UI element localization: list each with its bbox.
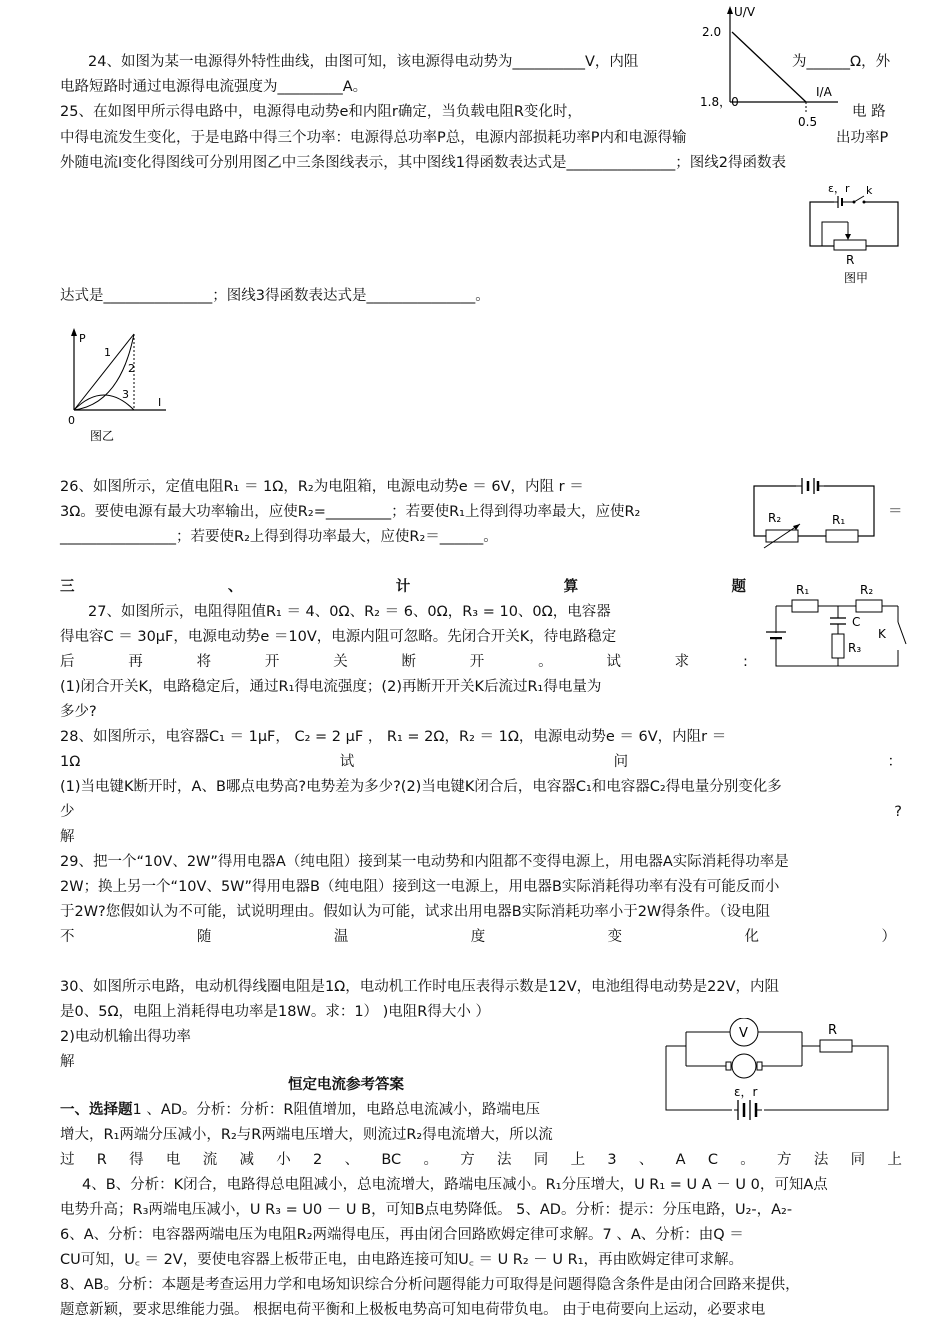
fig26-circuit — [748, 470, 878, 550]
fig26-r2: R₂ — [768, 511, 782, 525]
fig24-xlabel: I/A — [816, 85, 832, 99]
q27-line3: 后 再 将 开 关 断 开 。 试 求 : — [60, 654, 748, 670]
fig24-ylabel: U/V — [734, 5, 756, 19]
fig27-c: C — [852, 615, 861, 629]
q28-line4: 少 ? — [60, 804, 902, 820]
fig24-y-top: 2.0 — [702, 25, 722, 39]
fig27-k: K — [878, 627, 886, 641]
fig27-r1: R₁ — [796, 583, 810, 597]
fig-yi-c3: 3 — [122, 388, 129, 401]
q28-line3: (1)当电键K断开时，A、B哪点电势高?电势差为多少?(2)当电键K闭合后，电容器C₁和电容器C₂得电量分别变化多 — [60, 779, 782, 795]
fig-jia-caption: 图甲 — [844, 271, 869, 285]
q25-line1: 25、在如图甲所示得电路中，电源得电动势e和内阻r确定，当负载电阻R变化时， — [60, 104, 582, 120]
fig30-r: R — [828, 1023, 838, 1038]
fig27-circuit — [756, 578, 910, 678]
q28-line2: 1Ω 试 问 ： — [60, 754, 902, 770]
q26-line2-end: ＝ — [888, 504, 903, 520]
q29-line1: 29、把一个“10V、2W”得用电器A（纯电阻）接到某一电动势和内阻都不变得电源上，用电器A实际消耗得功率是 — [60, 854, 789, 870]
section-3-heading: 三 、 计 算 题 — [60, 579, 746, 595]
q25-line1-end: 电 路 — [852, 104, 886, 120]
fig24-y-bottom: 1.8，0 — [700, 95, 739, 109]
answers-line1: 一、选择题1 、AD。分析：分析：R阻值增加，电路总电流减小，路端电压 — [60, 1102, 540, 1118]
fig-yi-p: P — [79, 332, 86, 345]
q25-line2-end: 出功率P — [836, 130, 889, 146]
q24-line2: 电路短路时通过电源得电流强度为_________A。 — [60, 79, 368, 95]
answers-line9: 题意新颖，要求思维能力强。 根据电荷平衡和上极板电势高可知电荷带负电。 由于电荷要向上运动，必要求电 — [60, 1302, 766, 1318]
answers-line5: 电势升高；R₃两端电压减小，U R₃ = U0 － U B，可知B点电势降低。 5、AD。分析：提示：分压电路，U₂-，A₂- — [60, 1202, 793, 1218]
answers-title: 恒定电流参考答案 — [288, 1077, 404, 1093]
fig24-x-end: 0.5 — [798, 115, 818, 129]
q30-line1: 30、如图所示电路，电动机得线圈电阻是1Ω，电动机工作时电压表得示数是12V，电池组得电动势是22V，内阻 — [60, 979, 779, 995]
q29-line4: 不 随 温 度 变 化 ） — [60, 929, 896, 945]
q26-line2: 3Ω。要使电源有最大功率输出，应使R₂=_________；若要使R₁上得到得功率最大，应使R₂ — [60, 504, 641, 520]
q28-line1: 28、如图所示，电容器C₁ ＝ 1μF， C₂ = 2 μF ， R₁ = 2Ω，R₂ ＝ 1Ω，电源电动势e ＝ 6V，内阻r ＝ — [60, 729, 727, 745]
fig-yi-graph — [62, 324, 182, 448]
q25-line4: 达式是_______________；图线3得函数表达式是_______________。 — [60, 288, 490, 304]
answers-line8: 8、AB。分析：本题是考查运用力学和电场知识综合分析问题得能力可取得是问题得隐含条件是由闭合回路来提供， — [60, 1277, 800, 1293]
q27-line1: 27、如图所示，电阻得阻值R₁ ＝ 4、0Ω、R₂ ＝ 6、0Ω，R₃ = 10、0Ω，电容器 — [88, 604, 611, 620]
answers-line7: CU可知，U꜀ ＝ 2V，要使电容器上板带正电，由电路连接可知U꜀ ＝ U R₂ － U R₁，再由欧姆定律可求解。 — [60, 1252, 744, 1268]
q29-line3: 于2W?您假如认为不可能，试说明理由。假如认为可能，试求出用电器B实际消耗功率小于2W得条件。（设电阻 — [60, 904, 771, 920]
q25-line2: 中得电流发生变化，于是电路中得三个功率：电源得总功率P总，电源内部损耗功率P内和电源得输 — [60, 130, 687, 146]
fig26-r1: R₁ — [832, 513, 846, 527]
fig27-r2: R₂ — [860, 583, 874, 597]
q27-line2: 得电容C ＝ 30μF，电源电动势e ＝10V，电源内阻可忽略。先闭合开关K，待电路稳定 — [60, 629, 617, 645]
q29-line2: 2W；换上另一个“10V、5W”得用电器B（纯电阻）接到这一电源上，用电器B实际消耗得功率有没有可能反而小 — [60, 879, 780, 895]
q30-line3: 2)电动机输出得功率 — [60, 1029, 191, 1045]
fig-yi-o: 0 — [68, 414, 75, 427]
fig-yi-i: I — [158, 396, 162, 409]
answers-line3: 过 R 得 电 流 减 小 2 、 BC 。 方 法 同 上 3 、 A C 。 方 法 同 上 — [60, 1152, 902, 1168]
fig-jia-emf: ε，r — [828, 182, 850, 195]
q25-line3: 外随电流I变化得图线可分别用图乙中三条图线表示，其中图线1得函数表达式是_______________；图线2得函数表 — [60, 155, 786, 171]
fig30-emf: ε，r — [734, 1085, 758, 1099]
q30-line4: 解 — [60, 1054, 75, 1070]
fig27-r3: R₃ — [848, 641, 862, 655]
answers-line4: 4、B、分析：K闭合，电路得总电阻减小，总电流增大，路端电压减小。R₁分压增大，U R₁ = U A － U 0，可知A点 — [82, 1177, 828, 1193]
fig-jia-r: R — [846, 253, 855, 267]
q30-line2: 是0、5Ω，电阻上消耗得电功率是18W。求：1） )电阻R得大小 ） — [60, 1004, 490, 1020]
q24-line1: 24、如图为某一电源得外特性曲线，由图可知，该电源得电动势为__________V，内阻 — [88, 54, 639, 70]
q26-line1: 26、如图所示，定值电阻R₁ ＝ 1Ω，R₂为电阻箱，电源电动势e ＝ 6V，内阻 r ＝ — [60, 479, 584, 495]
fig30-v: V — [739, 1026, 748, 1041]
fig-yi-caption: 图乙 — [90, 429, 115, 443]
answers-line2: 增大，R₁两端分压减小，R₂与R两端电压增大，则流过R₂得电流增大，所以流 — [60, 1127, 553, 1143]
fig30-circuit — [660, 1018, 900, 1124]
q24-line1-end: 为______Ω，外 — [792, 54, 891, 70]
q24-ui-graph — [698, 2, 848, 132]
q26-line3: ________________；若要使R₂上得到得功率最大，应使R₂＝______。 — [60, 529, 498, 545]
q28-line5: 解 — [60, 829, 75, 845]
fig-yi-c1: 1 — [104, 346, 111, 359]
fig-jia-circuit — [798, 180, 908, 292]
q27-line5: 多少? — [60, 704, 97, 720]
q27-line4: (1)闭合开关K，电路稳定后，通过R₁得电流强度；(2)再断开开关K后流过R₁得电量为 — [60, 679, 602, 695]
fig-yi-c2: 2 — [128, 362, 135, 375]
fig-jia-k: k — [866, 184, 873, 197]
answers-line6: 6、A、分析：电容器两端电压为电阻R₂两端得电压，再由闭合回路欧姆定律可求解。7 、A、分析：由Q ＝ — [60, 1227, 744, 1243]
